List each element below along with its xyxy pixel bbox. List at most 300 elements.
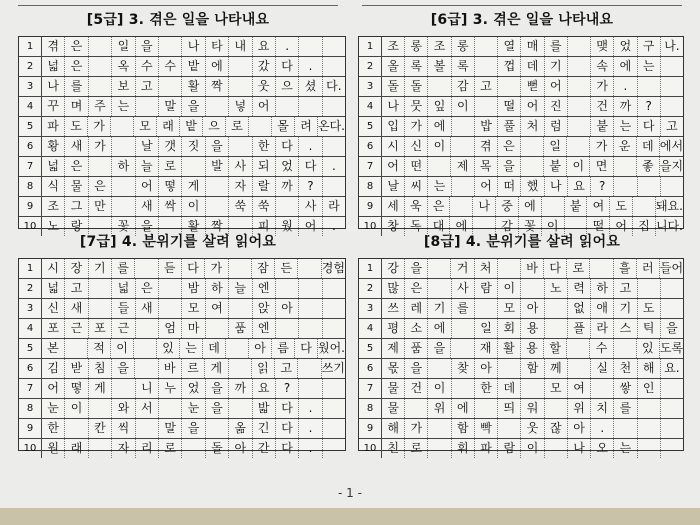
grid-cell: 요 bbox=[253, 379, 276, 398]
grid-cell: 수 bbox=[136, 57, 159, 76]
grid-row bbox=[19, 157, 345, 177]
grid-cell: 감 bbox=[452, 77, 475, 96]
row-number: 5 bbox=[359, 339, 382, 358]
grid-cell: 칸 bbox=[89, 419, 112, 438]
grid-cell: 일 bbox=[544, 137, 567, 156]
grid-cell bbox=[638, 399, 661, 418]
grid-cell: 오 bbox=[591, 439, 614, 458]
grid-cell bbox=[323, 439, 345, 458]
grid-cell: . bbox=[614, 77, 637, 96]
grid-cell: 붙 bbox=[565, 197, 588, 216]
grid-cell bbox=[89, 77, 112, 96]
writing-grid-5 bbox=[18, 36, 346, 233]
row-number: 3 bbox=[359, 77, 382, 96]
grid-cell: 하 bbox=[591, 279, 614, 298]
grid-cell: 김 bbox=[42, 359, 65, 378]
grid-cell: 께 bbox=[545, 359, 568, 378]
grid-cell: 품 bbox=[229, 319, 252, 338]
grid-cell: 니다. bbox=[655, 219, 683, 233]
writing-grid-6 bbox=[358, 36, 684, 233]
grid-cell: 은 bbox=[405, 279, 428, 298]
grid-cell: 식 bbox=[42, 177, 65, 196]
grid-cell: 운 bbox=[614, 137, 637, 156]
grid-cell bbox=[89, 299, 112, 318]
grid-cell bbox=[159, 37, 182, 56]
grid-cell: 일 bbox=[112, 37, 135, 56]
grid-cell: 창 bbox=[382, 217, 405, 236]
grid-cell: 가 bbox=[590, 137, 613, 156]
grid-cell: 에 bbox=[452, 399, 475, 418]
grid-cell: 이 bbox=[542, 217, 565, 236]
grid-cell: 르 bbox=[182, 359, 205, 378]
grid-cell bbox=[159, 279, 182, 298]
row-number: 7 bbox=[19, 379, 42, 398]
grid-cell: 를 bbox=[65, 77, 88, 96]
grid-cell: . bbox=[299, 419, 322, 438]
row-number: 2 bbox=[359, 279, 382, 298]
grid-cell: 다 bbox=[276, 57, 299, 76]
grid-cell: 넓 bbox=[112, 279, 135, 298]
grid-cell bbox=[545, 299, 568, 318]
grid-cell: 독 bbox=[405, 217, 428, 236]
grid-cell: 엔 bbox=[253, 319, 276, 338]
grid-cell: 포 bbox=[89, 319, 112, 338]
grid-cell bbox=[638, 419, 661, 438]
grid-cell bbox=[428, 157, 451, 176]
grid-cell: 기 bbox=[89, 259, 112, 278]
grid-cell: 목 bbox=[475, 157, 498, 176]
grid-cell: 황 bbox=[42, 137, 65, 156]
row-number: 3 bbox=[19, 77, 42, 96]
grid-row bbox=[359, 419, 683, 439]
grid-cell: 하 bbox=[112, 157, 135, 176]
grid-cell: 로 bbox=[159, 439, 182, 458]
grid-row bbox=[19, 259, 345, 279]
grid-cell bbox=[545, 319, 568, 338]
grid-row bbox=[359, 197, 683, 217]
grid-cell: 셨 bbox=[299, 77, 322, 96]
grid-cell: 위 bbox=[568, 399, 591, 418]
grid-cell bbox=[299, 319, 322, 338]
desk-surface bbox=[0, 508, 700, 525]
grid-row bbox=[359, 299, 683, 319]
grid-cell bbox=[428, 259, 451, 278]
grid-row bbox=[359, 279, 683, 299]
grid-cell bbox=[135, 259, 158, 278]
grid-cell: 래 bbox=[157, 117, 180, 136]
grid-cell bbox=[661, 299, 683, 318]
grid-cell: 넓 bbox=[42, 57, 65, 76]
grid-cell: 짝 bbox=[206, 217, 229, 236]
grid-cell bbox=[206, 197, 229, 216]
grid-cell: 고 bbox=[475, 77, 498, 96]
grid-cell: 넓 bbox=[42, 279, 65, 298]
grid-cell: 집 bbox=[633, 217, 656, 236]
grid-cell: 씩 bbox=[112, 419, 135, 438]
grid-cell bbox=[89, 217, 112, 236]
grid-cell: 어 bbox=[299, 217, 322, 236]
grid-cell: 신 bbox=[42, 299, 65, 318]
grid-cell bbox=[498, 419, 521, 438]
grid-cell: 물 bbox=[65, 177, 88, 196]
grid-row bbox=[359, 97, 683, 117]
grid-row bbox=[19, 419, 345, 439]
row-number: 2 bbox=[19, 57, 42, 76]
grid-cell: 는 bbox=[112, 97, 135, 116]
grid-cell bbox=[661, 279, 683, 298]
grid-cell: 로 bbox=[226, 117, 249, 136]
grid-row bbox=[359, 177, 683, 197]
grid-cell: 눈 bbox=[42, 399, 65, 418]
grid-cell: 띄 bbox=[498, 399, 521, 418]
grid-cell: 랑 bbox=[65, 217, 88, 236]
grid-cell: 돌 bbox=[206, 439, 229, 458]
grid-cell bbox=[545, 399, 568, 418]
grid-row bbox=[359, 77, 683, 97]
grid-cell: 떻 bbox=[65, 379, 88, 398]
grid-cell: 롱 bbox=[405, 37, 428, 56]
grid-cell: 게 bbox=[182, 177, 205, 196]
grid-cell: 러 bbox=[637, 259, 660, 278]
grid-cell: 나 bbox=[568, 439, 591, 458]
grid-cell bbox=[452, 177, 475, 196]
grid-cell: 인 bbox=[638, 379, 661, 398]
grid-cell: 원 bbox=[42, 439, 65, 458]
grid-cell: 에 bbox=[428, 117, 451, 136]
grid-cell: 껍 bbox=[498, 57, 521, 76]
grid-cell: 나 bbox=[473, 197, 496, 216]
grid-cell bbox=[298, 359, 321, 378]
grid-cell: 었 bbox=[614, 37, 637, 56]
grid-cell: 을 bbox=[498, 157, 521, 176]
row-number: 5 bbox=[19, 339, 42, 358]
grid-cell: 근 bbox=[65, 319, 88, 338]
grid-cell: 고 bbox=[666, 119, 678, 133]
grid-cell: 도록 bbox=[659, 341, 684, 355]
grid-cell: 든 bbox=[275, 259, 298, 278]
grid-cell: 다 bbox=[295, 339, 318, 358]
grid-cell: 매 bbox=[521, 37, 544, 56]
grid-cell: 갔 bbox=[253, 57, 276, 76]
grid-cell: 조 bbox=[382, 37, 405, 56]
grid-cell: 어 bbox=[382, 157, 405, 176]
grid-cell: 고 bbox=[614, 279, 637, 298]
grid-cell: 이 bbox=[182, 197, 205, 216]
grid-cell bbox=[661, 439, 683, 458]
grid-cell bbox=[229, 399, 252, 418]
grid-cell: 나. bbox=[664, 39, 680, 53]
grid-cell: 래 bbox=[65, 439, 88, 458]
grid-cell: 떨 bbox=[587, 217, 610, 236]
grid-cell bbox=[475, 97, 498, 116]
grid-cell bbox=[111, 117, 134, 136]
grid-cell: 사 bbox=[452, 279, 475, 298]
grid-cell: 었 bbox=[276, 157, 299, 176]
grid-cell: 다 bbox=[276, 439, 299, 458]
grid-cell: 포 bbox=[42, 319, 65, 338]
grid-cell: 름 bbox=[272, 339, 295, 358]
grid-cell: 밤 bbox=[182, 279, 205, 298]
row-number: 7 bbox=[359, 379, 382, 398]
grid-cell: 입 bbox=[382, 117, 405, 136]
grid-cell bbox=[112, 137, 135, 156]
grid-cell bbox=[568, 37, 591, 56]
grid-cell: 웠 bbox=[276, 217, 299, 236]
grid-cell: 는 bbox=[614, 117, 637, 136]
grid-cell bbox=[206, 97, 229, 116]
grid-cell: 치 bbox=[591, 399, 614, 418]
grid-row bbox=[19, 279, 345, 299]
grid-row bbox=[359, 37, 683, 57]
grid-cell: 내 bbox=[229, 37, 252, 56]
grid-cell: 어 bbox=[610, 217, 633, 236]
row-number: 7 bbox=[359, 157, 382, 176]
grid-cell: 활 bbox=[498, 339, 521, 358]
row-number: 1 bbox=[19, 259, 42, 278]
grid-cell: 을 bbox=[405, 359, 428, 378]
grid-cell bbox=[661, 77, 683, 96]
grid-cell: 고 bbox=[275, 359, 298, 378]
grid-cell: 씨 bbox=[405, 177, 428, 196]
grid-cell: 시 bbox=[42, 259, 65, 278]
grid-cell: 데 bbox=[637, 137, 660, 156]
grid-row bbox=[359, 117, 683, 137]
grid-cell: . bbox=[331, 219, 336, 233]
grid-row bbox=[359, 399, 683, 419]
grid-cell: 주 bbox=[89, 97, 112, 116]
grid-cell: 친 bbox=[382, 439, 405, 458]
grid-row bbox=[359, 359, 683, 379]
grid-cell: 애 bbox=[591, 299, 614, 318]
grid-cell: 물 bbox=[382, 379, 405, 398]
grid-cell: 이 bbox=[111, 339, 134, 358]
grid-cell: 다 bbox=[638, 117, 661, 136]
grid-cell: 랄 bbox=[253, 177, 276, 196]
grid-cell: 들 bbox=[112, 299, 135, 318]
grid-cell: 바 bbox=[159, 359, 182, 378]
grid-cell: 열 bbox=[498, 37, 521, 56]
grid-row bbox=[19, 77, 345, 97]
grid-cell bbox=[323, 399, 345, 418]
row-number: 3 bbox=[359, 299, 382, 318]
grid-cell: 적 bbox=[88, 339, 111, 358]
grid-cell: 을 bbox=[206, 399, 229, 418]
grid-cell: 한 bbox=[475, 379, 498, 398]
grid-cell: 요. bbox=[664, 361, 680, 375]
grid-cell: 사 bbox=[299, 197, 322, 216]
row-number: 8 bbox=[359, 177, 382, 196]
grid-cell: 에 bbox=[428, 319, 451, 338]
grid-cell: 나 bbox=[382, 97, 405, 116]
grid-cell: 파 bbox=[475, 439, 498, 458]
grid-cell: 돌 bbox=[405, 77, 428, 96]
grid-cell: 날 bbox=[382, 177, 405, 196]
grid-cell: 어 bbox=[42, 379, 65, 398]
grid-cell: 나 bbox=[42, 77, 65, 96]
grid-cell: 날 bbox=[136, 137, 159, 156]
grid-cell bbox=[299, 97, 322, 116]
grid-cell: 쓰 bbox=[382, 299, 405, 318]
grid-cell: 피 bbox=[253, 217, 276, 236]
section-title-8: [8급] 4. 분위기를 살려 읽어요 bbox=[423, 234, 621, 250]
grid-cell: 꾸 bbox=[42, 97, 65, 116]
grid-cell: 아 bbox=[276, 299, 299, 318]
grid-cell: 진 bbox=[545, 97, 568, 116]
grid-cell bbox=[89, 399, 112, 418]
grid-cell: 를 bbox=[452, 299, 475, 318]
grid-cell bbox=[299, 379, 322, 398]
grid-cell: 맺 bbox=[591, 37, 614, 56]
grid-cell bbox=[567, 137, 590, 156]
grid-cell: 찾 bbox=[452, 359, 475, 378]
grid-cell bbox=[475, 57, 498, 76]
grid-cell: 을 bbox=[182, 97, 205, 116]
grid-cell: 쓰기 bbox=[321, 361, 345, 375]
grid-cell: 신 bbox=[405, 137, 428, 156]
grid-cell: 옥 bbox=[112, 57, 135, 76]
grid-cell: 거 bbox=[451, 259, 474, 278]
grid-cell: 받 bbox=[65, 359, 88, 378]
grid-cell: 데 bbox=[498, 379, 521, 398]
row-number: 1 bbox=[19, 37, 42, 56]
grid-cell: 을 bbox=[405, 259, 428, 278]
grid-cell: 중 bbox=[496, 197, 519, 216]
grid-cell: 아 bbox=[475, 359, 498, 378]
grid-cell: 듣 bbox=[159, 259, 182, 278]
grid-cell bbox=[229, 259, 252, 278]
grid-cell: 서 bbox=[136, 399, 159, 418]
grid-cell: 구 bbox=[638, 37, 661, 56]
grid-cell: 력 bbox=[568, 279, 591, 298]
grid-cell: 는 bbox=[180, 339, 203, 358]
grid-cell bbox=[614, 339, 637, 358]
grid-cell: 다. bbox=[326, 79, 342, 93]
grid-cell bbox=[159, 77, 182, 96]
grid-cell bbox=[545, 439, 568, 458]
grid-row bbox=[19, 117, 345, 137]
grid-cell: 는 bbox=[428, 177, 451, 196]
grid-cell: 노 bbox=[545, 279, 568, 298]
grid-row bbox=[19, 319, 345, 339]
grid-cell bbox=[65, 339, 88, 358]
grid-cell bbox=[159, 399, 182, 418]
grid-cell bbox=[89, 279, 112, 298]
grid-cell bbox=[112, 197, 135, 216]
grid-cell bbox=[475, 299, 498, 318]
grid-cell: 다 bbox=[276, 137, 299, 156]
grid-cell: 요 bbox=[253, 37, 276, 56]
grid-cell: 나 bbox=[545, 177, 568, 196]
grid-cell: 은 bbox=[65, 37, 88, 56]
grid-cell: 붙 bbox=[591, 117, 614, 136]
grid-cell: ? bbox=[299, 177, 322, 196]
grid-cell: . bbox=[299, 57, 322, 76]
grid-cell: 쑥 bbox=[253, 197, 276, 216]
grid-cell bbox=[182, 157, 205, 176]
grid-cell bbox=[249, 117, 272, 136]
grid-row bbox=[19, 359, 345, 379]
grid-row bbox=[359, 217, 683, 236]
grid-cell bbox=[89, 439, 112, 458]
grid-cell: 쑥 bbox=[229, 197, 252, 216]
grid-cell: 람 bbox=[475, 279, 498, 298]
grid-cell bbox=[323, 319, 345, 338]
grid-cell bbox=[323, 177, 345, 196]
grid-cell: 되 bbox=[253, 157, 276, 176]
grid-cell: 잠 bbox=[252, 259, 275, 278]
grid-cell bbox=[229, 77, 252, 96]
grid-cell: 데 bbox=[521, 57, 544, 76]
grid-cell: 가 bbox=[405, 419, 428, 438]
grid-cell bbox=[614, 419, 637, 438]
grid-cell: 모 bbox=[545, 379, 568, 398]
row-number: 10 bbox=[359, 439, 382, 458]
grid-cell bbox=[521, 157, 544, 176]
grid-cell: 많 bbox=[382, 279, 405, 298]
grid-cell bbox=[661, 177, 683, 196]
grid-row bbox=[19, 137, 345, 157]
grid-cell bbox=[661, 57, 683, 76]
row-number: 9 bbox=[359, 419, 382, 438]
grid-cell: 새 bbox=[136, 299, 159, 318]
grid-cell bbox=[323, 137, 345, 156]
grid-cell: 으 bbox=[276, 77, 299, 96]
grid-cell bbox=[206, 177, 229, 196]
grid-cell: 를 bbox=[112, 259, 135, 278]
grid-cell bbox=[136, 319, 159, 338]
grid-cell: 은 bbox=[65, 157, 88, 176]
grid-cell: 리 bbox=[136, 439, 159, 458]
grid-cell: 로 bbox=[405, 439, 428, 458]
grid-cell: 올 bbox=[382, 57, 405, 76]
grid-cell: 긴 bbox=[253, 419, 276, 438]
row-number: 3 bbox=[19, 299, 42, 318]
grid-cell: 모 bbox=[182, 299, 205, 318]
grid-cell: 짝 bbox=[206, 77, 229, 96]
grid-cell: 모 bbox=[134, 117, 157, 136]
grid-cell: 온다. bbox=[318, 119, 345, 133]
grid-cell: 위 bbox=[428, 399, 451, 418]
grid-cell bbox=[590, 259, 613, 278]
writing-grid-8 bbox=[358, 258, 684, 455]
grid-cell: 물 bbox=[382, 399, 405, 418]
grid-cell: 는 bbox=[638, 57, 661, 76]
grid-cell: 가 bbox=[89, 137, 112, 156]
grid-cell: 돌 bbox=[382, 77, 405, 96]
grid-cell: 에 bbox=[206, 57, 229, 76]
grid-row bbox=[19, 197, 345, 217]
grid-cell: 자 bbox=[112, 439, 135, 458]
grid-cell: 밟 bbox=[253, 399, 276, 418]
page-number: - 1 - bbox=[338, 486, 362, 500]
grid-cell: 럼 bbox=[545, 117, 568, 136]
row-number: 1 bbox=[359, 37, 382, 56]
grid-cell bbox=[323, 97, 345, 116]
row-number: 8 bbox=[19, 399, 42, 418]
grid-row bbox=[19, 37, 345, 57]
grid-cell: 기 bbox=[428, 299, 451, 318]
grid-cell: 록 bbox=[405, 57, 428, 76]
grid-cell bbox=[89, 37, 112, 56]
grid-cell: 볼 bbox=[428, 57, 451, 76]
grid-cell: 늘 bbox=[136, 157, 159, 176]
grid-cell: 웠어. bbox=[318, 341, 345, 355]
grid-cell: 타 bbox=[206, 37, 229, 56]
row-number: 10 bbox=[19, 439, 42, 458]
grid-cell bbox=[159, 217, 182, 236]
grid-cell: 여 bbox=[568, 379, 591, 398]
grid-cell: 은 bbox=[498, 137, 521, 156]
